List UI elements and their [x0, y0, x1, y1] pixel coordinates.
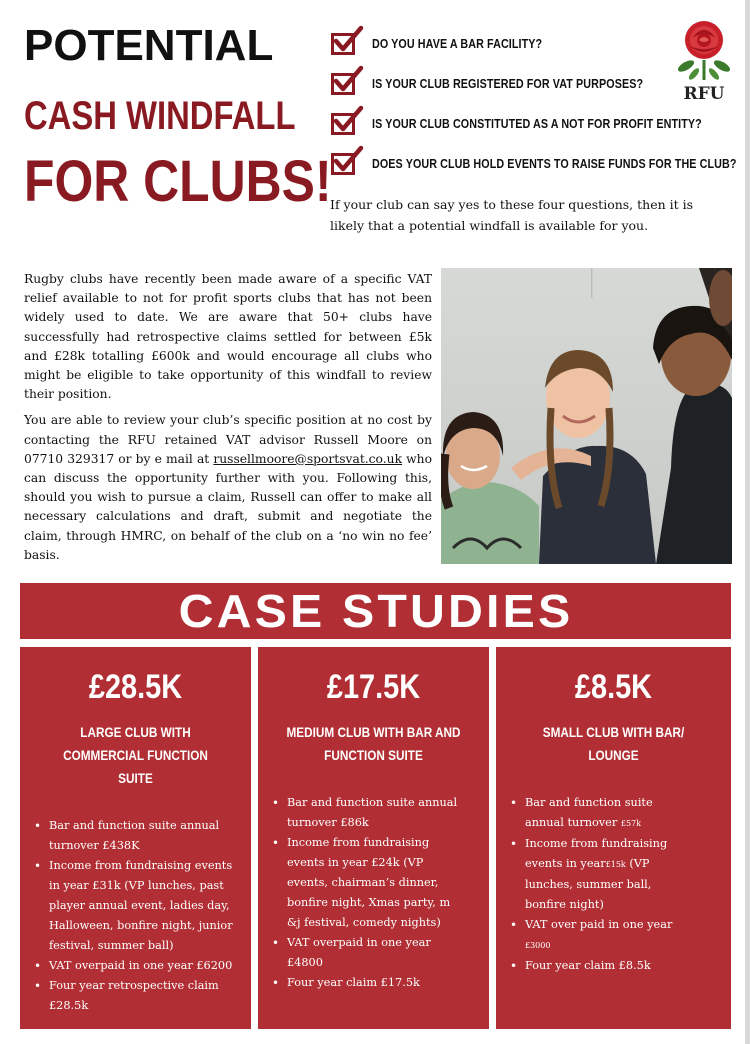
bullet-text: VAT over paid in one year: [525, 918, 673, 931]
checkbox-checked-icon: [328, 69, 362, 99]
bullet-item: • Four year claim £8.5k: [510, 956, 690, 976]
bullet-text: Bar and function suite annual turnover: [525, 796, 653, 829]
checklist-question: DOES YOUR CLUB HOLD EVENTS TO RAISE FUNDS FOR THE CLUB?: [372, 157, 737, 171]
case-study-bullets: [34, 816, 241, 1016]
checklist-question: IS YOUR CLUB CONSTITUTED AS A NOT FOR PROFIT ENTITY?: [372, 117, 702, 131]
bullet-item: [510, 915, 690, 956]
body-paragraph-2-start: You are able to review your club’s specific position at no cost by contacting the RFU retained VAT advisor Russell Moore on 07710 329317 or by e mail at: [24, 413, 432, 466]
bullet-item: • Four year retrospective claim £28.5k: [34, 976, 234, 1016]
advisor-email-link[interactable]: russellmoore@sportsvat.co.uk: [213, 451, 403, 466]
bullet-item: • Income from fundraising events in year £24k (VP events, chairman’s dinner, bonfire night, Xmas party, m &j festival, comedy nights): [272, 833, 462, 933]
case-study-title: LARGE CLUB WITH COMMERCIAL FUNCTION SUITE: [63, 724, 208, 786]
bullet-figure: £57k: [620, 819, 641, 828]
case-studies-banner: [20, 583, 731, 639]
case-studies-title: CASE STUDIES: [178, 585, 573, 637]
bullet-text: Income from fundraising events in year: [525, 837, 668, 870]
checkbox-checked-icon: [328, 29, 362, 59]
bullet-item: • VAT overpaid in one year £6200: [34, 956, 234, 976]
bullet-item: [510, 793, 690, 834]
bullet-figure: £15k: [605, 860, 626, 869]
page-edge: [745, 0, 750, 1044]
checklist-item: [328, 102, 702, 146]
headline: [24, 20, 332, 214]
case-study-card-large: [20, 647, 251, 1029]
checklist-item: [328, 62, 688, 106]
bullet-item: • Bar and function suite annual turnover £86k: [272, 793, 462, 833]
checkbox-checked-icon: [328, 149, 362, 179]
bullet-item: [510, 834, 690, 915]
case-study-card-medium: [258, 647, 489, 1029]
rfu-logo: [672, 16, 736, 106]
bullet-figure: £3000: [525, 941, 551, 950]
headline-line-3: FOR CLUBS!: [24, 149, 332, 214]
bullet-text: (VP lunches, summer ball, bonfire night): [525, 857, 652, 911]
players-photo: [441, 268, 732, 564]
checkbox-checked-icon: [328, 109, 362, 139]
case-study-amount: £28.5K: [88, 668, 183, 706]
headline-line-2: CASH WINDFALL: [24, 94, 296, 138]
headline-line-1: POTENTIAL: [24, 21, 274, 70]
body-paragraph-2-end: who can discuss the opportunity further with you. Following this, should you wish to pursue a claim, Russell can offer to make all necessary calculations and draft, submit and negotiate the claim, through HMRC, on behalf of the club on a ‘no win no fee’ basis.: [24, 451, 432, 562]
case-study-amount: £17.5K: [326, 668, 421, 706]
body-copy: [24, 270, 432, 565]
body-paragraph-1: Rugby clubs have recently been made aware of a specific VAT relief available to not for profit sports clubs that has not been widely used to date. We are aware that 50+ clubs have successfully had retrospective claims settled for between £5k and £28k totalling £600k and would encourage all clubs who might be eligible to take opportunity of this windfall to review their position.: [24, 272, 432, 402]
body-paragraph-2: [24, 411, 432, 565]
case-study-amount: £8.5K: [574, 668, 653, 706]
bullet-item: • Income from fundraising events in year £31k (VP lunches, past player annual event, ladies day, Halloween, bonfire night, junior festival, summer ball): [34, 856, 234, 956]
case-study-bullets: [510, 793, 721, 976]
case-study-card-small: [496, 647, 731, 1029]
checklist-item: [328, 142, 737, 186]
rose-icon: [672, 16, 736, 84]
checklist-item: [328, 22, 688, 66]
checklist-question: DO YOU HAVE A BAR FACILITY?: [372, 37, 543, 51]
case-study-bullets: [272, 793, 479, 993]
bullet-item: • Four year claim £17.5k: [272, 973, 462, 993]
checklist-question: IS YOUR CLUB REGISTERED FOR VAT PURPOSES?: [372, 77, 644, 91]
case-study-title: MEDIUM CLUB WITH BAR AND FUNCTION SUITE: [286, 724, 461, 763]
bullet-item: • VAT overpaid in one year £4800: [272, 933, 462, 973]
case-study-title: SMALL CLUB WITH BAR/ LOUNGE: [542, 724, 685, 763]
rfu-logo-text: RFU: [683, 84, 725, 104]
bullet-item: • Bar and function suite annual turnover £438K: [34, 816, 234, 856]
intro-text: If your club can say yes to these four questions, then it is likely that a potential windfall is available for you.: [330, 197, 694, 233]
